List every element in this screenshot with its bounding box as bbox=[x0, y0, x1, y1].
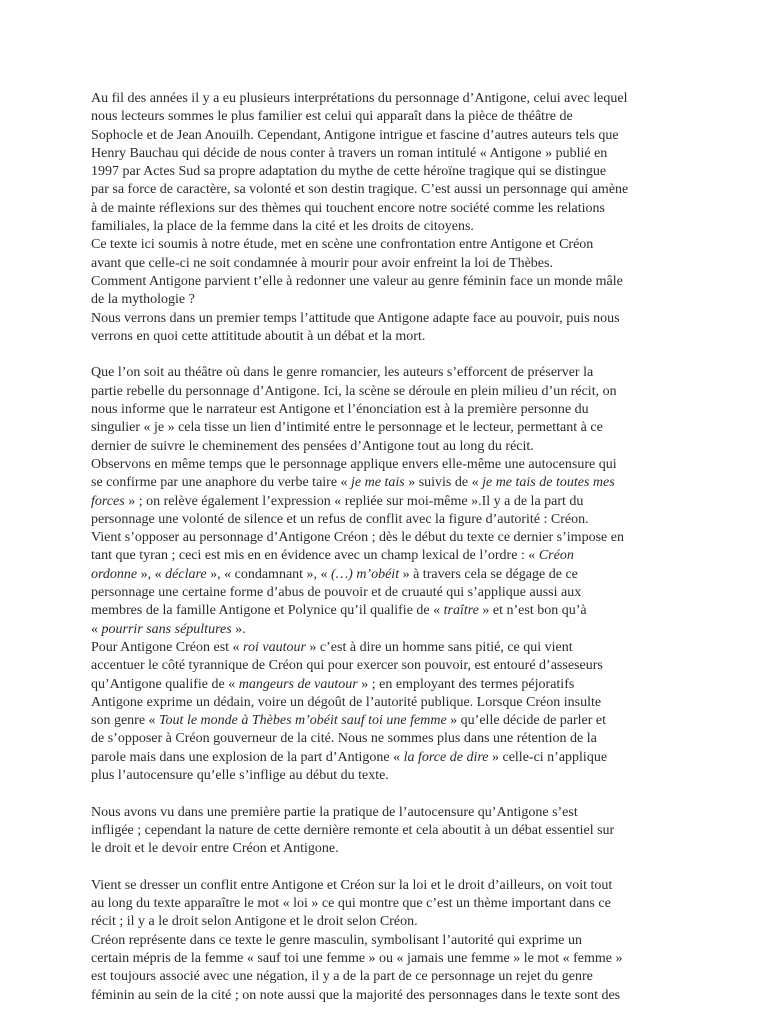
text-run: au long du texte apparaître le mot « loi » ce qui montre que c’est un thème important dans ce bbox=[91, 896, 611, 912]
text-run: nous informe que le narrateur est Antigone et l’énonciation est à la première personne du bbox=[91, 402, 589, 418]
text-line bbox=[91, 547, 681, 565]
text-run: ». bbox=[231, 621, 246, 637]
text-run: partie rebelle du personnage d’Antigone. Ici, la scène se déroule en plein milieu d’un récit, on bbox=[91, 383, 617, 399]
text-run: » suivis de « bbox=[404, 475, 483, 491]
text-line bbox=[91, 456, 681, 474]
text-line bbox=[91, 877, 681, 895]
text-run: Vient se dresser un conflit entre Antigone et Créon sur la loi et le droit d’ailleurs, on voit tout bbox=[91, 877, 613, 893]
text-run: Au fil des années il y a eu plusieurs interprétations du personnage d’Antigone, celui avec lequel bbox=[91, 91, 628, 106]
text-run: » ; on relève également l’expression « repliée sur moi-même ».Il y a de la part du bbox=[124, 493, 584, 509]
text-run: singulier « je » cela tisse un lien d’intimité entre le personnage et le lecteur, permettant à ce bbox=[91, 420, 603, 436]
text-line bbox=[91, 364, 681, 382]
text-line bbox=[91, 657, 681, 675]
text-line bbox=[91, 236, 681, 254]
text-line bbox=[91, 676, 681, 694]
text-line bbox=[91, 474, 681, 492]
paragraph bbox=[91, 456, 681, 529]
text-run: récit ; il y a le droit selon Antigone et le droit selon Créon. bbox=[91, 914, 418, 930]
text-line bbox=[91, 127, 681, 145]
italic-quote: je me tais bbox=[351, 475, 405, 491]
italic-quote: traître bbox=[443, 603, 479, 619]
text-run: » ; en employant des termes péjoratifs bbox=[357, 676, 575, 692]
text-line bbox=[91, 987, 681, 1005]
text-run: » à travers cela se dégage de ce bbox=[399, 566, 578, 582]
italic-quote: la force de dire bbox=[403, 749, 489, 765]
paragraph bbox=[91, 273, 681, 310]
paragraph bbox=[91, 877, 681, 932]
text-run: Sophocle et de Jean Anouilh. Cependant, Antigone intrigue et fascine d’autres auteurs tels que bbox=[91, 127, 619, 143]
text-line bbox=[91, 511, 681, 529]
text-line bbox=[91, 730, 681, 748]
text-line bbox=[91, 840, 681, 858]
text-run: de s’opposer à Créon gouverneur de la cité. Nous ne sommes plus dans une rétention de la bbox=[91, 731, 597, 747]
text-line bbox=[91, 401, 681, 419]
text-line bbox=[91, 419, 681, 437]
text-line bbox=[91, 712, 681, 730]
text-line bbox=[91, 913, 681, 931]
text-run: son genre « bbox=[91, 713, 160, 729]
text-run: féminin au sein de la cité ; on note aussi que la majorité des personnages dans le texte sont des bbox=[91, 987, 621, 1003]
text-run: dernier de suivre le cheminement des pensées d’Antigone tout au long du récit. bbox=[91, 438, 534, 454]
text-line bbox=[91, 181, 681, 199]
text-run: 1997 par Actes Sud sa propre adaptation du mythe de cette héroïne tragique qui se distingue bbox=[91, 164, 607, 180]
text-run: », « bbox=[137, 566, 166, 582]
text-line bbox=[91, 310, 681, 328]
text-run: est toujours associé avec une négation, il y a de la part de ce personnage un rejet du genre bbox=[91, 969, 593, 985]
document-page bbox=[91, 90, 681, 1005]
text-run: avant que celle-ci ne soit condamnée à mourir pour avoir enfreint la loi de Thèbes. bbox=[91, 255, 553, 271]
text-run: de la mythologie ? bbox=[91, 292, 195, 308]
paragraph bbox=[91, 932, 681, 1005]
text-run: Antigone exprime un dédain, voire un dégoût de l’autorité publique. Lorsque Créon insulte bbox=[91, 694, 602, 710]
text-line bbox=[91, 584, 681, 602]
text-line bbox=[91, 767, 681, 785]
text-run: accentuer le côté tyrannique de Créon qui pour exercer son pouvoir, est entouré d’asseseurs bbox=[91, 658, 603, 674]
text-line bbox=[91, 438, 681, 456]
paragraph bbox=[91, 529, 681, 639]
text-line bbox=[91, 932, 681, 950]
paragraph-gap bbox=[91, 858, 681, 876]
paragraph bbox=[91, 90, 681, 236]
text-run: Créon représente dans ce texte le genre masculin, symbolisant l’autorité qui exprime un bbox=[91, 932, 583, 948]
paragraph bbox=[91, 364, 681, 455]
paragraph bbox=[91, 310, 681, 347]
text-run: parole mais dans une explosion de la part d’Antigone « bbox=[91, 749, 404, 765]
text-run: Vient s’opposer au personnage d’Antigone Créon ; dès le début du texte ce dernier s’impose en bbox=[91, 530, 624, 546]
text-run: Pour Antigone Créon est « bbox=[91, 639, 244, 655]
text-run: à de mainte réflexions sur des thèmes qui touchent encore notre société comme les relations bbox=[91, 200, 605, 216]
text-run: nous lecteurs sommes le plus familier est celui qui apparaît dans la pièce de théâtre de bbox=[91, 109, 573, 125]
text-line bbox=[91, 895, 681, 913]
text-run: » qu’elle décide de parler et bbox=[446, 713, 607, 729]
text-line bbox=[91, 273, 681, 291]
text-run: par sa force de caractère, sa volonté et son destin tragique. C’est aussi un personnage qui amène bbox=[91, 182, 629, 198]
text-line bbox=[91, 145, 681, 163]
text-line bbox=[91, 694, 681, 712]
text-line bbox=[91, 383, 681, 401]
text-run: « bbox=[91, 621, 102, 637]
text-run: se confirme par une anaphore du verbe taire « bbox=[91, 475, 352, 491]
text-run: personnage une volonté de silence et un refus de conflit avec la figure d’autorité : Créon. bbox=[91, 511, 589, 527]
text-run: » c’est à dire un homme sans pitié, ce qui vient bbox=[305, 639, 573, 655]
text-line bbox=[91, 639, 681, 657]
text-line bbox=[91, 163, 681, 181]
text-line bbox=[91, 968, 681, 986]
paragraph bbox=[91, 804, 681, 859]
text-line bbox=[91, 529, 681, 547]
italic-quote: Tout le monde à Thèbes m’obéit sauf toi une femme bbox=[159, 713, 447, 729]
text-line bbox=[91, 621, 681, 639]
paragraph-gap bbox=[91, 346, 681, 364]
text-run: Henry Bauchau qui décide de nous conter à travers un roman intitulé « Antigone » publié en bbox=[91, 145, 608, 161]
text-line bbox=[91, 493, 681, 511]
text-run: Comment Antigone parvient t’elle à redonner une valeur au genre féminin face un monde mâle bbox=[91, 273, 623, 289]
text-line bbox=[91, 291, 681, 309]
text-line bbox=[91, 749, 681, 767]
text-line bbox=[91, 200, 681, 218]
text-line bbox=[91, 255, 681, 273]
italic-quote: je me tais de toutes mes bbox=[482, 475, 615, 491]
paragraph-gap bbox=[91, 785, 681, 803]
text-line bbox=[91, 602, 681, 620]
text-run: personnage une certaine forme d’abus de pouvoir et de cruauté qui s’applique aussi aux bbox=[91, 585, 582, 601]
text-run: plus l’autocensure qu’elle s’inflige au début du texte. bbox=[91, 767, 389, 783]
text-run: Observons en même temps que le personnage applique envers elle-même une autocensure qui bbox=[91, 456, 617, 472]
italic-quote: ordonne bbox=[91, 566, 138, 582]
text-run: Nous avons vu dans une première partie la pratique de l’autocensure qu’Antigone s’est bbox=[91, 804, 578, 820]
italic-quote: déclare bbox=[165, 566, 207, 582]
italic-quote: (…) m’obéit bbox=[331, 566, 400, 582]
text-line bbox=[91, 218, 681, 236]
text-line bbox=[91, 804, 681, 822]
text-run: le droit et le devoir entre Créon et Antigone. bbox=[91, 841, 339, 857]
text-run: Nous verrons dans un premier temps l’attitude que Antigone adapte face au pouvoir, puis nous bbox=[91, 310, 620, 326]
text-run: certain mépris de la femme « sauf toi une femme » ou « jamais une femme » le mot « femme » bbox=[91, 950, 623, 966]
text-run: infligée ; cependant la nature de cette dernière remonte et cela aboutit à un débat essentiel sur bbox=[91, 822, 615, 838]
text-run: tant que tyran ; ceci est mis en en évidence avec un champ lexical de l’ordre : « bbox=[91, 548, 539, 564]
text-run: » celle-ci n’applique bbox=[488, 749, 608, 765]
text-line bbox=[91, 108, 681, 126]
text-line bbox=[91, 90, 681, 108]
text-run: verrons en quoi cette attititude aboutit à un débat et la mort. bbox=[91, 328, 426, 344]
text-run: Ce texte ici soumis à notre étude, met en scène une confrontation entre Antigone et Créon bbox=[91, 237, 594, 253]
italic-quote: mangeurs de vautour bbox=[238, 676, 358, 692]
text-line bbox=[91, 328, 681, 346]
text-run: », « condamnant », « bbox=[206, 566, 332, 582]
italic-quote: pourrir sans sépultures bbox=[101, 621, 232, 637]
text-run: Que l’on soit au théâtre où dans le genre romancier, les auteurs s’efforcent de préserver la bbox=[91, 365, 594, 381]
text-run: » et n’est bon qu’à bbox=[478, 603, 587, 619]
italic-quote: forces bbox=[91, 493, 125, 509]
italic-quote: roi vautour bbox=[243, 639, 306, 655]
text-line bbox=[91, 822, 681, 840]
text-run: membres de la famille Antigone et Polynice qu’il qualifie de « bbox=[91, 603, 444, 619]
paragraph bbox=[91, 639, 681, 785]
text-run: qu’Antigone qualifie de « bbox=[91, 676, 239, 692]
paragraph bbox=[91, 236, 681, 273]
text-run: familiales, la place de la femme dans la cité et les droits de citoyens. bbox=[91, 219, 474, 235]
text-line bbox=[91, 566, 681, 584]
text-line bbox=[91, 950, 681, 968]
italic-quote: Créon bbox=[538, 548, 574, 564]
